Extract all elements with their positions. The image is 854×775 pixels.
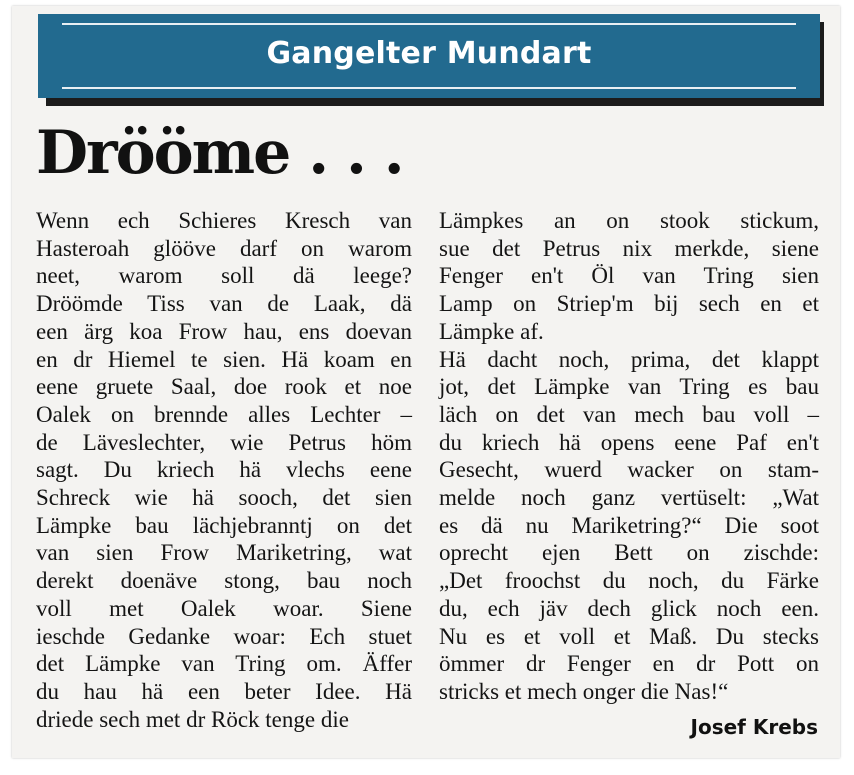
author-byline: Josef Krebs [690, 715, 818, 739]
text-line: es dä nu Mariketring?“ Die soot [439, 512, 819, 538]
text-line: Schreck wie hä sooch, det sien [36, 485, 412, 511]
text-line: det Lämpke van Tring om. Äffer [36, 651, 412, 677]
text-line: du kriech hä opens eene Paf en't [439, 429, 819, 455]
text-line: ieschde Gedanke woar: Ech stuet [36, 623, 412, 649]
text-line: Gesecht, wuerd wacker on stam- [439, 457, 819, 483]
text-line: Dröömde Tiss van de Laak, dä [36, 291, 412, 317]
text-line: een ärg koa Frow hau, ens doevan [36, 318, 412, 344]
text-line: oprecht ejen Bett on zischde: [439, 540, 819, 566]
section-title: Gangelter Mundart [266, 36, 592, 71]
text-line: Oalek on brennde alles Lechter – [36, 401, 412, 427]
text-line: sue det Petrus nix merkde, siene [439, 235, 819, 261]
text-line: Fenger en't Öl van Tring sien [439, 263, 819, 289]
text-line: Lamp on Striep'm bij sech en et [439, 291, 819, 317]
text-line: en dr Hiemel te sien. Hä koam en [36, 346, 412, 372]
text-line: Wenn ech Schieres Kresch van [36, 208, 412, 233]
text-line: voll met Oalek woar. Siene [36, 595, 412, 621]
text-line: Nu es et voll et Maß. Du stecks [439, 623, 819, 649]
text-line: eene gruete Saal, doe rook et noe [36, 374, 412, 400]
text-line: Hä dacht noch, prima, det klappt [439, 346, 819, 372]
text-line: stricks et mech onger die Nas!“ [439, 678, 729, 704]
banner-rule-top [62, 23, 796, 25]
text-line: du hau hä een beter Idee. Hä [36, 678, 412, 704]
text-line: melde noch ganz vertüselt: „Wat [439, 485, 819, 511]
text-line: neet, warom soll dä leege? [36, 263, 412, 289]
text-line: Lämpkes an on stook stickum, [439, 208, 819, 233]
text-line: Hasteroah glööve darf on warom [36, 235, 412, 261]
article-column-left [36, 207, 412, 733]
banner-rule-bottom [62, 87, 796, 89]
text-line: jot, det Lämpke van Tring es bau [439, 374, 819, 400]
article-headline: Drööme . . . [36, 118, 403, 188]
text-line: de Läveslechter, wie Petrus höm [36, 429, 412, 455]
text-line: läch on det van mech bau voll – [439, 401, 819, 427]
text-line: du, ech jäv dech glick noch een. [439, 595, 819, 621]
text-line: driede sech met dr Röck tenge die [36, 706, 349, 732]
article-column-right [439, 207, 819, 706]
text-line: ömmer dr Fenger en dr Pott on [439, 651, 819, 677]
text-line: Lämpke bau lächjebranntj on det [36, 512, 412, 538]
text-line: van sien Frow Mariketring, wat [36, 540, 412, 566]
section-banner [38, 14, 820, 98]
text-line: derekt doenäve stong, bau noch [36, 568, 412, 594]
text-line: „Det froochst du noch, du Färke [439, 568, 819, 594]
text-line: sagt. Du kriech hä vlechs eene [36, 457, 412, 483]
text-line: Lämpke af. [439, 318, 544, 344]
